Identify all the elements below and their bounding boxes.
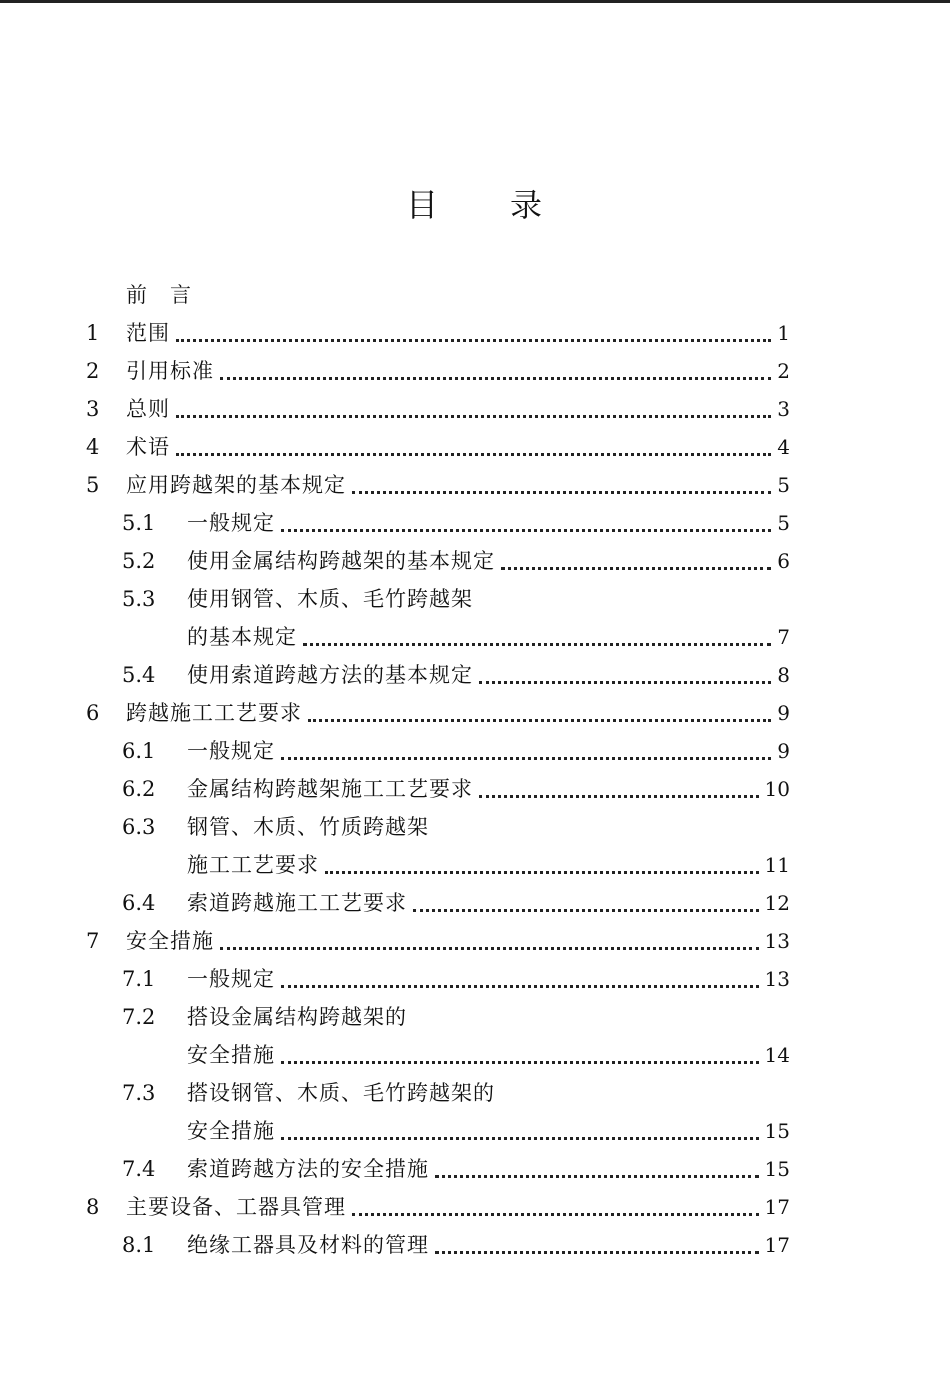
toc-leader-dots	[352, 1203, 759, 1216]
toc-entry-title: 绝缘工器具及材料的管理	[187, 1233, 429, 1257]
toc-entry-title: 总则	[126, 397, 170, 421]
toc-entry[interactable]	[187, 1040, 790, 1070]
toc-entry-page: 17	[764, 1233, 790, 1257]
toc-entry-title: 搭设钢管、木质、毛竹跨越架的	[187, 1081, 495, 1105]
toc-leader-dots	[176, 443, 771, 456]
toc-entry-title: 跨越施工工艺要求	[126, 701, 302, 725]
toc-entry-page: 6	[777, 549, 790, 573]
toc-entry[interactable]	[86, 698, 790, 728]
toc-entry-title: 一般规定	[187, 967, 275, 991]
toc-entry-title: 主要设备、工器具管理	[126, 1195, 346, 1219]
toc-entry[interactable]	[122, 774, 790, 804]
toc-leader-dots	[479, 785, 759, 798]
toc-entry-title: 搭设金属结构跨越架的	[187, 1005, 407, 1029]
toc-entry-number: 5.2	[122, 549, 156, 573]
toc-entry-number: 7.4	[122, 1157, 156, 1181]
toc-leader-dots	[308, 709, 771, 722]
toc-entry-number: 3	[86, 397, 100, 421]
toc-entry-title: 安全措施	[187, 1043, 275, 1067]
toc-entry-number: 5	[86, 473, 100, 497]
toc-entry-title: 金属结构跨越架施工工艺要求	[187, 777, 473, 801]
toc-leader-dots	[281, 519, 771, 532]
toc-entry-page: 13	[764, 929, 790, 953]
toc-entry-number: 6.4	[122, 891, 156, 915]
toc-leader-dots	[281, 1051, 759, 1064]
toc-entry-page: 13	[764, 967, 790, 991]
toc-leader-dots	[325, 861, 759, 874]
toc-entry-number: 7.2	[122, 1005, 156, 1029]
toc-entry-title: 安全措施	[126, 929, 214, 953]
toc-entry-number: 7.1	[122, 967, 156, 991]
toc-entry-page: 9	[777, 701, 790, 725]
toc-leader-dots	[176, 329, 771, 342]
toc-entry[interactable]	[122, 584, 790, 614]
toc-entry-number: 1	[86, 321, 100, 345]
toc-entry-title: 钢管、木质、竹质跨越架	[187, 815, 429, 839]
toc-entry-number: 5.4	[122, 663, 156, 687]
toc-entry-number: 7	[86, 929, 100, 953]
toc-entry-number: 8	[86, 1195, 100, 1219]
toc-entry-page: 5	[777, 473, 790, 497]
toc-entry[interactable]	[122, 1002, 790, 1032]
toc-entry[interactable]	[122, 1078, 790, 1108]
toc-entry-title: 引用标准	[126, 359, 214, 383]
toc-entry[interactable]	[86, 280, 790, 310]
toc-entry-page: 10	[764, 777, 790, 801]
toc-entry[interactable]	[122, 964, 790, 994]
toc-entry-page: 17	[764, 1195, 790, 1219]
toc-entry[interactable]	[122, 660, 790, 690]
toc-entry-title: 使用金属结构跨越架的基本规定	[187, 549, 495, 573]
toc-entry-page: 8	[777, 663, 790, 687]
toc-entry-number: 4	[86, 435, 100, 459]
title-char-1: 目	[405, 186, 440, 224]
toc-entry-page: 9	[777, 739, 790, 763]
toc-entry-page: 7	[777, 625, 790, 649]
toc-leader-dots	[413, 899, 759, 912]
toc-leader-dots	[281, 1127, 759, 1140]
toc-entry-page: 4	[777, 435, 790, 459]
toc-entry[interactable]	[187, 850, 790, 880]
toc-entry-title: 使用钢管、木质、毛竹跨越架	[187, 587, 473, 611]
toc-entry[interactable]	[86, 926, 790, 956]
toc-entry-page: 12	[764, 891, 790, 915]
toc-leader-dots	[435, 1241, 759, 1254]
toc-leader-dots	[501, 557, 771, 570]
toc-entry-page: 14	[764, 1043, 790, 1067]
toc-entry-number: 5.1	[122, 511, 156, 535]
toc-entry-page: 2	[777, 359, 790, 383]
toc-leader-dots	[303, 633, 771, 646]
toc-entry-page: 3	[777, 397, 790, 421]
toc-leader-dots	[176, 405, 771, 418]
toc-entry[interactable]	[122, 736, 790, 766]
toc-leader-dots	[220, 937, 759, 950]
toc-entry-title: 施工工艺要求	[187, 853, 319, 877]
toc-entry-title: 的基本规定	[187, 625, 297, 649]
toc-entry-number: 6.3	[122, 815, 156, 839]
toc-leader-dots	[352, 481, 771, 494]
toc-entry-number: 7.3	[122, 1081, 156, 1105]
toc-entry-title: 应用跨越架的基本规定	[126, 473, 346, 497]
toc-entry-number: 6.1	[122, 739, 156, 763]
toc-entry[interactable]	[86, 394, 790, 424]
toc-leader-dots	[281, 975, 759, 988]
toc-entry-title: 一般规定	[187, 739, 275, 763]
toc-entry[interactable]	[122, 546, 790, 576]
toc-entry-number: 6	[86, 701, 100, 725]
toc-entry[interactable]	[86, 470, 790, 500]
toc-entry-number: 8.1	[122, 1233, 156, 1257]
toc-entry-page: 11	[764, 853, 790, 877]
toc-entry[interactable]	[122, 1154, 790, 1184]
toc-entry[interactable]	[187, 622, 790, 652]
toc-entry-title: 范围	[126, 321, 170, 345]
toc-entry-title: 索道跨越方法的安全措施	[187, 1157, 429, 1181]
toc-entry-title: 前 言	[126, 283, 192, 307]
title-char-2: 录	[510, 186, 545, 224]
toc-leader-dots	[220, 367, 771, 380]
toc-entry-page: 15	[764, 1119, 790, 1143]
toc-entry-title: 使用索道跨越方法的基本规定	[187, 663, 473, 687]
toc-leader-dots	[281, 747, 771, 760]
toc-entry[interactable]	[86, 318, 790, 348]
toc-entry-number: 6.2	[122, 777, 156, 801]
toc-leader-dots	[435, 1165, 759, 1178]
toc-entry[interactable]	[86, 1192, 790, 1222]
toc-entry-page: 1	[777, 321, 790, 345]
toc-entry-title: 一般规定	[187, 511, 275, 535]
toc-entry[interactable]	[86, 432, 790, 462]
toc-entry-page: 15	[764, 1157, 790, 1181]
toc-entry[interactable]	[187, 1116, 790, 1146]
toc-entry[interactable]	[86, 356, 790, 386]
toc-leader-dots	[479, 671, 771, 684]
toc-entry[interactable]	[122, 508, 790, 538]
toc-entry-page: 5	[777, 511, 790, 535]
toc-entry-title: 索道跨越施工工艺要求	[187, 891, 407, 915]
toc-entry-title: 术语	[126, 435, 170, 459]
toc-entry[interactable]	[122, 888, 790, 918]
toc-entry[interactable]	[122, 1230, 790, 1260]
toc-entry-title: 安全措施	[187, 1119, 275, 1143]
toc-entry-number: 5.3	[122, 587, 156, 611]
toc-entry[interactable]	[122, 812, 790, 842]
toc-entry-number: 2	[86, 359, 100, 383]
